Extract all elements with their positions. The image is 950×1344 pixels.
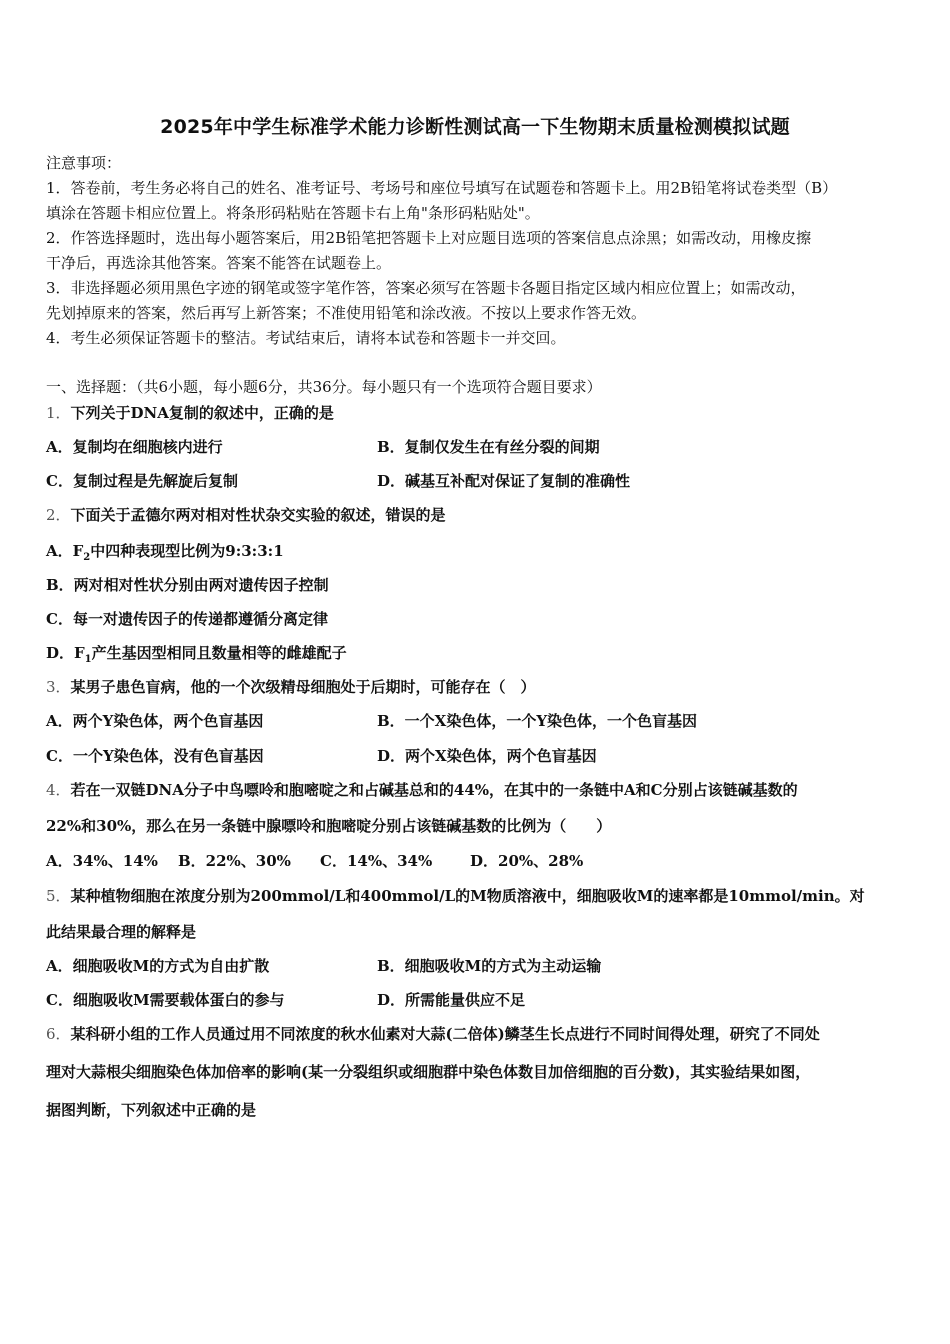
q5-option-a: A．细胞吸收M的方式为自由扩散 — [46, 957, 270, 975]
question-5-continued: 此结果最合理的解释是 — [46, 923, 197, 941]
question-stem: 若在一双链DNA分子中鸟嘌呤和胞嘧啶之和占碱基总和的44%，在其中的一条链中A和C分别占该链碱基数的 — [70, 781, 798, 799]
question-stem: 某科研小组的工作人员通过用不同浓度的秋水仙素对大蒜(二倍体)鳞茎生长点进行不同时间得处理，研究了不同处 — [70, 1025, 820, 1043]
q2-option-b: B．两对相对性状分别由两对遗传因子控制 — [46, 576, 329, 594]
q4-option-b: B．22%、30% — [178, 852, 291, 870]
q4-option-d: D．20%、28% — [470, 852, 584, 870]
subscript: 2 — [83, 552, 91, 563]
q4-option-c: C．14%、34% — [320, 852, 433, 870]
page-title: 2025年中学生标准学术能力诊断性测试高一下生物期末质量检测模拟试题 — [160, 116, 790, 138]
question-stem: 下列关于DNA复制的叙述中，正确的是 — [70, 404, 334, 422]
option-text: D．F — [46, 644, 85, 662]
question-6-continued: 理对大蒜根尖细胞染色体加倍率的影响(某一分裂组织或细胞群中染色体数目加倍细胞的百分数)，其实验结果如图， — [46, 1063, 811, 1081]
q5-option-c: C．细胞吸收M需要载体蛋白的参与 — [46, 991, 285, 1009]
question-4-continued: 22%和30%，那么在另一条链中腺嘌呤和胞嘧啶分别占该链碱基数的比例为（ ） — [46, 817, 612, 835]
notice-line: 填涂在答题卡相应位置上。将条形码粘贴在答题卡右上角"条形码粘贴处"。 — [46, 204, 540, 222]
q5-option-b: B．细胞吸收M的方式为主动运输 — [377, 957, 602, 975]
question-stem: 下面关于孟德尔两对相对性状杂交实验的叙述，错误的是 — [70, 506, 446, 524]
notice-line: 1．答卷前，考生务必将自己的姓名、准考证号、考场号和座位号填写在试题卷和答题卡上。用2B铅笔将试卷类型（B） — [46, 179, 838, 197]
question-2 — [46, 504, 446, 525]
question-stem: 某种植物细胞在浓度分别为200mmol/L和400mmol/L的M物质溶液中，细胞吸收M的速率都是10mmol/min。对 — [70, 887, 865, 905]
notice-heading: 注意事项： — [46, 154, 122, 172]
notice-line: 4．考生必须保证答题卡的整洁。考试结束后，请将本试卷和答题卡一并交回。 — [46, 329, 566, 347]
q5-option-d: D．所需能量供应不足 — [377, 991, 526, 1009]
section-heading: 一、选择题：（共6小题，每小题6分，共36分。每小题只有一个选项符合题目要求） — [46, 378, 602, 396]
notice-line: 3．非选择题必须用黑色字迹的钢笔或签字笔作答，答案必须写在答题卡各题目指定区域内相应位置上；如需改动， — [46, 279, 806, 297]
q2-option-c: C．每一对遗传因子的传递都遵循分离定律 — [46, 610, 328, 628]
q2-option-a — [46, 540, 284, 563]
q4-option-a: A．34%、14% — [46, 852, 158, 870]
question-stem: 某男子患色盲病，他的一个次级精母细胞处于后期时，可能存在（ ） — [70, 678, 536, 696]
question-3 — [46, 676, 536, 697]
notice-line: 干净后，再选涂其他答案。答案不能答在试题卷上。 — [46, 254, 392, 272]
q1-option-c: C．复制过程是先解旋后复制 — [46, 472, 238, 490]
notice-line: 先划掉原来的答案，然后再写上新答案；不准使用铅笔和涂改液。不按以上要求作答无效。 — [46, 304, 647, 322]
question-6 — [46, 1023, 820, 1044]
question-5 — [46, 885, 865, 906]
q1-option-b: B．复制仅发生在有丝分裂的间期 — [377, 438, 600, 456]
q1-option-d: D．碱基互补配对保证了复制的准确性 — [377, 472, 631, 490]
question-number: 2． — [46, 506, 71, 524]
option-text: 中四种表现型比例为9:3:3:1 — [90, 542, 284, 560]
q3-option-c: C．一个Y染色体，没有色盲基因 — [46, 747, 264, 765]
question-1 — [46, 402, 334, 423]
question-6-continued: 据图判断，下列叙述中正确的是 — [46, 1101, 257, 1119]
q3-option-a: A．两个Y染色体，两个色盲基因 — [46, 712, 264, 730]
q3-option-d: D．两个X染色体，两个色盲基因 — [377, 747, 597, 765]
subscript: 1 — [84, 654, 92, 665]
option-text: A．F — [46, 542, 84, 560]
q2-option-d — [46, 642, 347, 665]
question-number: 3． — [46, 678, 71, 696]
question-4 — [46, 779, 798, 800]
q1-option-a: A．复制均在细胞核内进行 — [46, 438, 223, 456]
question-number: 6． — [46, 1025, 71, 1043]
notice-line: 2．作答选择题时，选出每小题答案后，用2B铅笔把答题卡上对应题目选项的答案信息点涂黑；如需改动，用橡皮擦 — [46, 229, 812, 247]
question-number: 5． — [46, 887, 71, 905]
question-number: 1． — [46, 404, 71, 422]
q3-option-b: B．一个X染色体，一个Y染色体，一个色盲基因 — [377, 712, 698, 730]
option-text: 产生基因型相同且数量相等的雌雄配子 — [91, 644, 347, 662]
question-number: 4． — [46, 781, 71, 799]
